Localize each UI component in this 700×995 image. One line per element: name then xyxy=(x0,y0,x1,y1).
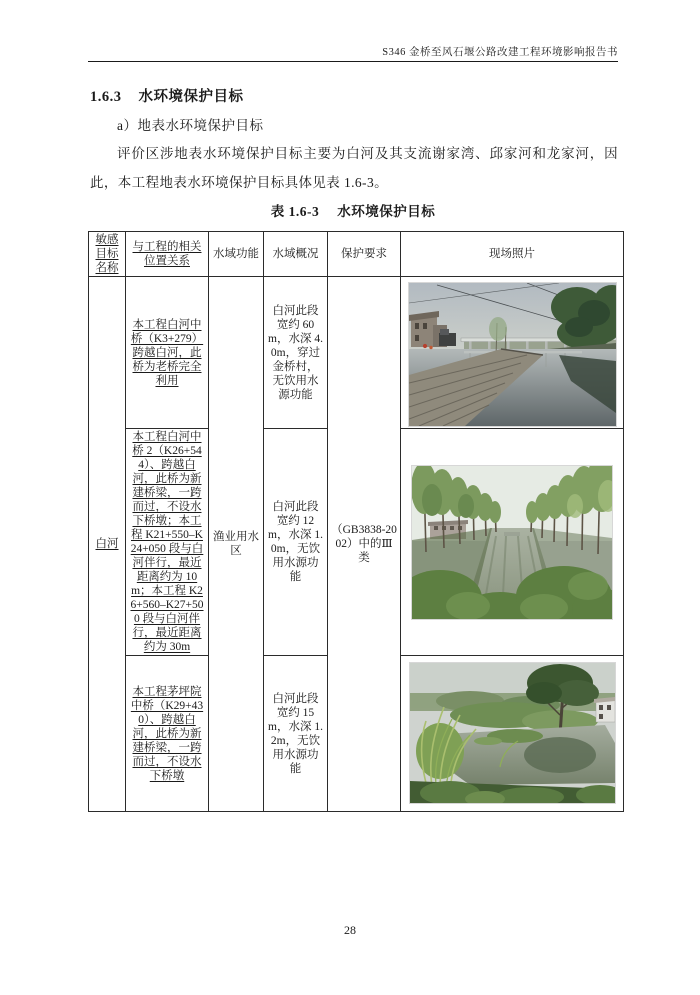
cell-overview-3: 白河此段宽约 15m，水深 1.2m，无饮用水源功能 xyxy=(264,656,328,812)
body-paragraph: 评价区涉地表水环境保护目标主要为白河及其支流谢家湾、邱家河和龙家河，因此，本工程地表水环境保护目标具体见表 1.6-3。 xyxy=(90,146,618,190)
cell-overview-2: 白河此段宽约 12m，水深 1.0m，无饮用水源功能 xyxy=(264,429,328,656)
table-caption-label: 表 1.6-3 xyxy=(270,204,320,219)
col-header-relation: 与工程的相关位置关系 xyxy=(126,232,209,277)
section-title: 水环境保护目标 xyxy=(138,89,244,105)
running-header-text: S346 金桥至风石堰公路改建工程环境影响报告书 xyxy=(382,47,618,58)
water-protection-table xyxy=(88,231,624,812)
cell-overview-1: 白河此段宽约 60m，水深 4.0m，穿过金桥村，无饮用水源功能 xyxy=(264,277,328,429)
col-header-water-overview: 水域概况 xyxy=(264,232,328,277)
subsection-heading: a）地表水环境保护目标 xyxy=(117,118,264,133)
table-caption-title: 水环境保护目标 xyxy=(337,204,436,219)
photo-river-bridge xyxy=(409,283,616,426)
cell-relation-1: 本工程白河中桥（K3+279）跨越白河，此桥为老桥完全利用 xyxy=(126,277,209,429)
photo-tree-lined-canal xyxy=(412,466,612,619)
col-header-site-photo: 现场照片 xyxy=(401,232,624,277)
photo-frame-3 xyxy=(404,663,620,804)
section-heading xyxy=(90,85,244,106)
section-number: 1.6.3 xyxy=(90,89,122,105)
table-row xyxy=(89,277,624,429)
photo-frame-2 xyxy=(404,466,620,619)
cell-river-name: 白河 xyxy=(89,277,126,812)
running-header xyxy=(88,44,618,59)
photo-frame-1 xyxy=(404,280,620,426)
page-number: 28 xyxy=(344,923,356,937)
table-caption xyxy=(88,200,618,220)
cell-photo-2 xyxy=(401,429,624,656)
cell-photo-1 xyxy=(401,277,624,429)
cell-relation-3: 本工程茅坪院中桥（K29+430）、跨越白河，此桥为新建桥梁，一跨而过，不设水下桥墩 xyxy=(126,656,209,812)
header-rule xyxy=(88,61,618,62)
col-header-protection: 保护要求 xyxy=(328,232,401,277)
cell-water-function: 渔业用水区 xyxy=(209,277,264,812)
cell-photo-3 xyxy=(401,656,624,812)
col-header-sensitive-target: 敏感目标名称 xyxy=(89,232,126,277)
col-header-water-function: 水域功能 xyxy=(209,232,264,277)
photo-river-bend xyxy=(410,663,615,803)
cell-protection-requirement: （GB3838-2002）中的Ⅲ类 xyxy=(328,277,401,812)
table-header-row xyxy=(89,232,624,277)
cell-relation-2: 本工程白河中桥 2（K26+544）、跨越白河，此桥为新建桥梁，一跨而过，不设水下桥墩；本工程 K21+550–K24+050 段与白河伴行，最近距离约为 10m；本工程 K26+560–K27+500 段与白河伴行，最近距离约为 30m xyxy=(126,429,209,656)
